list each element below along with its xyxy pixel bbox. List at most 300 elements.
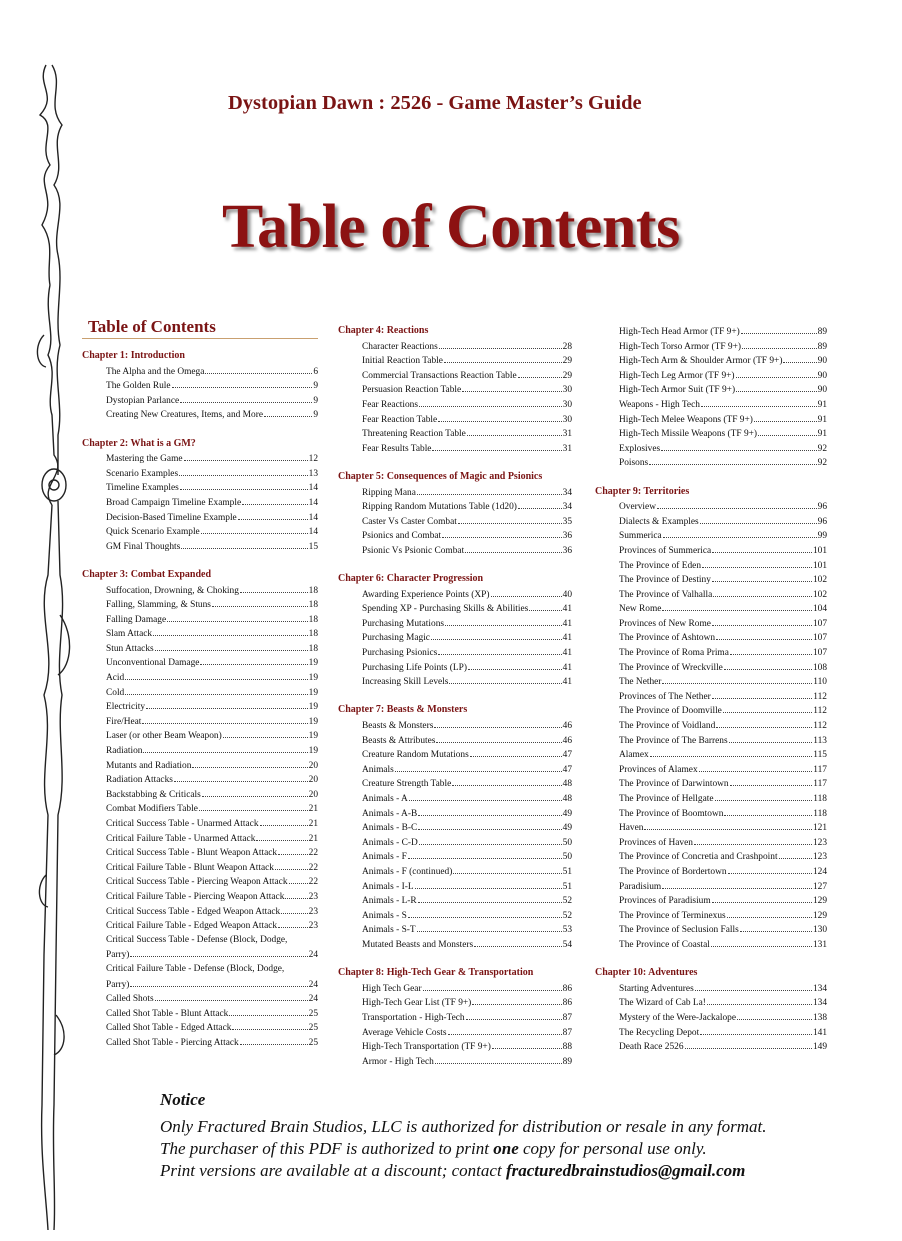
toc-entry[interactable] xyxy=(82,451,318,466)
dot-leader xyxy=(408,908,562,918)
page-title: Table of Contents xyxy=(222,193,680,261)
toc-entry-title: The Province of Terminexus xyxy=(619,910,726,921)
toc-entry[interactable] xyxy=(82,670,318,685)
toc-page-number: 29 xyxy=(562,370,572,381)
toc-page-number: 19 xyxy=(308,687,318,698)
toc-page-number: 129 xyxy=(812,896,827,907)
dot-leader xyxy=(468,660,562,670)
toc-entry[interactable] xyxy=(82,612,318,627)
toc-entry[interactable] xyxy=(82,758,318,773)
toc-page-number: 12 xyxy=(308,454,318,465)
toc-entry[interactable] xyxy=(595,616,827,631)
toc-page-number: 24 xyxy=(308,994,318,1005)
toc-entry-title: Animals - S-T xyxy=(362,925,416,936)
toc-entry[interactable] xyxy=(595,806,827,821)
toc-entry[interactable] xyxy=(82,816,318,831)
toc-entry[interactable] xyxy=(338,864,572,879)
toc-page-number: 9 xyxy=(313,381,318,392)
toc-entry-title: Increasing Skill Levels xyxy=(362,677,449,688)
chapter-title: Chapter 4: Reactions xyxy=(338,325,429,336)
toc-page-number: 51 xyxy=(562,881,572,892)
toc-entry[interactable] xyxy=(338,674,572,689)
toc-entry[interactable] xyxy=(82,495,318,510)
toc-entry[interactable] xyxy=(595,893,827,908)
toc-entry[interactable] xyxy=(595,514,827,529)
toc-entry[interactable] xyxy=(338,382,572,397)
toc-entry-title: The Alpha and the Omega xyxy=(106,366,205,377)
toc-entry[interactable] xyxy=(82,510,318,525)
toc-entry[interactable] xyxy=(338,1025,572,1040)
toc-entry[interactable] xyxy=(82,743,318,758)
chapter-block-8-continued xyxy=(595,324,827,470)
dot-leader xyxy=(289,874,308,884)
dot-leader xyxy=(240,1035,308,1045)
dot-leader xyxy=(417,485,562,495)
toc-entry-title: Suffocation, Drowning, & Choking xyxy=(106,585,239,596)
toc-entry-title: Called Shot Table - Edged Attack xyxy=(106,1023,232,1034)
toc-entry[interactable] xyxy=(82,641,318,656)
notice-text: Print versions are available at a discount; contact xyxy=(160,1161,506,1180)
toc-entry-title: Critical Failure Table - Defense (Block, Dodge, xyxy=(106,963,285,974)
toc-entry[interactable] xyxy=(338,397,572,412)
toc-entry[interactable] xyxy=(595,324,827,339)
toc-entry[interactable] xyxy=(82,787,318,802)
toc-entry[interactable] xyxy=(338,616,572,631)
toc-entry-title-cont: Parry) xyxy=(106,979,130,990)
toc-entry[interactable] xyxy=(595,339,827,354)
dot-leader xyxy=(685,1039,812,1049)
toc-entry[interactable] xyxy=(595,995,827,1010)
toc-page-number: 52 xyxy=(562,896,572,907)
toc-entry[interactable] xyxy=(338,601,572,616)
toc-entry[interactable] xyxy=(82,583,318,598)
toc-entry-title: The Province of Eden xyxy=(619,560,702,571)
dot-leader xyxy=(155,991,308,1001)
toc-entry-title: Creating New Creatures, Items, and More xyxy=(106,410,263,421)
toc-entry-title: High-Tech Transportation (TF 9+) xyxy=(362,1042,491,1053)
toc-entry[interactable] xyxy=(595,412,827,427)
toc-entry-title: Provinces of The Nether xyxy=(619,691,711,702)
toc-entry[interactable] xyxy=(595,733,827,748)
toc-entry[interactable] xyxy=(82,933,318,962)
dot-leader xyxy=(779,849,812,859)
dot-leader xyxy=(155,641,308,651)
dot-leader xyxy=(724,660,812,670)
toc-entry[interactable] xyxy=(595,879,827,894)
toc-entry[interactable] xyxy=(338,908,572,923)
dot-leader xyxy=(701,397,817,407)
toc-entry[interactable] xyxy=(595,455,827,470)
toc-entry[interactable] xyxy=(82,393,318,408)
toc-entry[interactable] xyxy=(82,524,318,539)
toc-entry-title: Haven xyxy=(619,823,644,834)
dot-leader xyxy=(663,528,817,538)
toc-entry-title: Electricity xyxy=(106,702,146,713)
dot-leader xyxy=(470,747,562,757)
dot-leader xyxy=(435,1054,562,1064)
dot-leader xyxy=(711,937,812,947)
toc-entry-title: High-Tech Arm & Shoulder Armor (TF 9+) xyxy=(619,356,783,367)
toc-entry-title: Laser (or other Beam Weapon) xyxy=(106,731,222,742)
toc-entry[interactable] xyxy=(595,528,827,543)
dot-leader xyxy=(657,499,817,509)
book-subtitle: Dystopian Dawn : 2526 - Game Master’s Guide xyxy=(228,92,642,114)
toc-page-number: 31 xyxy=(562,443,572,454)
toc-entry[interactable] xyxy=(338,747,572,762)
toc-entry-title: The Province of Roma Prima xyxy=(619,648,729,659)
dot-leader xyxy=(466,1010,562,1020)
dot-leader xyxy=(229,1006,307,1016)
toc-entry[interactable] xyxy=(595,1039,827,1054)
dot-leader xyxy=(278,845,308,855)
toc-page-number: 19 xyxy=(308,673,318,684)
dot-leader xyxy=(713,587,812,597)
toc-page-number: 19 xyxy=(308,702,318,713)
toc-entry-title: Critical Failure Table - Blunt Weapon Attack xyxy=(106,862,274,873)
toc-entry[interactable] xyxy=(82,655,318,670)
toc-entry-title: Dystopian Parlance xyxy=(106,395,180,406)
chapter-title: Chapter 1: Introduction xyxy=(82,350,185,361)
toc-entry[interactable] xyxy=(338,441,572,456)
toc-entry-title: Critical Failure Table - Piercing Weapon Attack xyxy=(106,891,285,902)
toc-page-number: 14 xyxy=(308,483,318,494)
toc-entry[interactable] xyxy=(338,353,572,368)
toc-entry-title: Slam Attack xyxy=(106,629,153,640)
toc-page-number: 48 xyxy=(562,779,572,790)
dot-leader xyxy=(741,324,817,334)
toc-entry[interactable] xyxy=(338,1039,572,1054)
toc-heading: Table of Contents xyxy=(82,316,318,339)
chapter-title: Chapter 5: Consequences of Magic and Psionics xyxy=(338,470,543,482)
toc-entry[interactable] xyxy=(338,412,572,427)
toc-entry[interactable] xyxy=(82,364,318,379)
toc-entry[interactable] xyxy=(82,918,318,933)
toc-entry-title: The Province of Darwintown xyxy=(619,779,729,790)
toc-entry[interactable] xyxy=(595,543,827,558)
toc-entry-title: Purchasing Psionics xyxy=(362,648,438,659)
toc-entry-title: The Province of Voidland xyxy=(619,721,716,732)
toc-entry[interactable] xyxy=(82,904,318,919)
dot-leader xyxy=(431,630,562,640)
toc-entry[interactable] xyxy=(595,776,827,791)
chapter-block-6 xyxy=(338,572,572,689)
toc-entry[interactable] xyxy=(595,835,827,850)
toc-entry-title: Poisons xyxy=(619,458,649,469)
toc-page-number: 36 xyxy=(562,531,572,542)
toc-entry-title: Radiation xyxy=(106,746,143,757)
dot-leader xyxy=(153,626,308,636)
toc-entry[interactable] xyxy=(595,981,827,996)
toc-entry[interactable] xyxy=(82,991,318,1006)
toc-page-number: 23 xyxy=(308,891,318,902)
dot-leader xyxy=(695,981,812,991)
toc-page-number: 19 xyxy=(308,746,318,757)
dot-leader xyxy=(529,601,561,611)
dot-leader xyxy=(702,558,812,568)
toc-page-number: 31 xyxy=(562,429,572,440)
toc-page-number: 53 xyxy=(562,925,572,936)
toc-entry[interactable] xyxy=(82,539,318,554)
toc-entry[interactable] xyxy=(338,733,572,748)
toc-entry[interactable] xyxy=(338,806,572,821)
toc-entry[interactable] xyxy=(82,466,318,481)
toc-entry[interactable] xyxy=(595,441,827,456)
toc-entry-title: Fear Results Table xyxy=(362,443,432,454)
toc-page-number: 87 xyxy=(562,1012,572,1023)
toc-entry[interactable] xyxy=(595,747,827,762)
notice-line-3 xyxy=(160,1160,767,1182)
toc-entry[interactable] xyxy=(82,772,318,787)
contact-email[interactable]: fracturedbrainstudios@gmail.com xyxy=(505,1161,746,1180)
toc-page-number: 25 xyxy=(308,1008,318,1019)
toc-entry-title: Acid xyxy=(106,673,125,684)
dot-leader xyxy=(462,382,561,392)
toc-entry-title: Average Vehicle Costs xyxy=(362,1027,447,1038)
toc-entry-title: The Golden Rule xyxy=(106,381,171,392)
toc-entry[interactable] xyxy=(595,660,827,675)
dot-leader xyxy=(737,1010,812,1020)
dot-leader xyxy=(448,1025,562,1035)
toc-entry-title: The Province of Coastal xyxy=(619,939,710,950)
toc-entry[interactable] xyxy=(338,893,572,908)
toc-entry[interactable] xyxy=(338,922,572,937)
ornamental-staff-illustration xyxy=(28,55,83,1235)
toc-entry-title: Called Shot Table - Piercing Attack xyxy=(106,1037,239,1048)
toc-page-number: 54 xyxy=(562,939,572,950)
dot-leader xyxy=(432,441,561,451)
notice-block xyxy=(160,1090,767,1182)
toc-entry[interactable] xyxy=(338,485,572,500)
toc-entry[interactable] xyxy=(595,820,827,835)
toc-entry[interactable] xyxy=(338,587,572,602)
toc-page-number: 21 xyxy=(308,833,318,844)
toc-entry[interactable] xyxy=(82,378,318,393)
toc-page-number: 89 xyxy=(562,1056,572,1067)
toc-entry-title: Provinces of Paradisium xyxy=(619,896,711,907)
toc-entry-title: Scenario Examples xyxy=(106,468,179,479)
toc-entry-title: The Province of Wreckville xyxy=(619,662,723,673)
toc-entry[interactable] xyxy=(338,820,572,835)
toc-entry[interactable] xyxy=(595,703,827,718)
toc-entry-title: Combat Modifiers Table xyxy=(106,804,198,815)
toc-entry[interactable] xyxy=(595,499,827,514)
toc-entry[interactable] xyxy=(338,368,572,383)
toc-page-number: 22 xyxy=(308,848,318,859)
toc-entry[interactable] xyxy=(338,849,572,864)
dot-leader xyxy=(275,860,308,870)
dot-leader xyxy=(700,514,817,524)
toc-entry-title: High-Tech Gear List (TF 9+) xyxy=(362,998,472,1009)
toc-entry-title: Initial Reaction Table xyxy=(362,356,443,367)
toc-entry-title: Radiation Attacks xyxy=(106,775,173,786)
toc-entry-title: The Province of Valhalla xyxy=(619,589,713,600)
toc-page-number: 107 xyxy=(812,633,827,644)
toc-entry[interactable] xyxy=(338,499,572,514)
toc-entry[interactable] xyxy=(595,601,827,616)
toc-entry[interactable] xyxy=(595,689,827,704)
toc-page-number: 112 xyxy=(813,721,827,732)
toc-entry-title: Animals xyxy=(362,764,394,775)
toc-entry[interactable] xyxy=(595,572,827,587)
toc-entry[interactable] xyxy=(595,908,827,923)
toc-entry-title: Animals - I-L xyxy=(362,881,414,892)
toc-entry[interactable] xyxy=(595,1010,827,1025)
toc-entry[interactable] xyxy=(82,407,318,422)
toc-entry[interactable] xyxy=(595,558,827,573)
toc-entry[interactable] xyxy=(338,791,572,806)
toc-entry[interactable] xyxy=(595,762,827,777)
toc-page-number: 90 xyxy=(817,385,827,396)
toc-entry-title: Summerica xyxy=(619,531,662,542)
toc-entry[interactable] xyxy=(82,1006,318,1021)
chapter-block-9 xyxy=(595,485,827,952)
toc-entry[interactable] xyxy=(338,514,572,529)
toc-entry[interactable] xyxy=(338,339,572,354)
toc-entry[interactable] xyxy=(595,791,827,806)
toc-entry[interactable] xyxy=(595,630,827,645)
toc-page-number: 86 xyxy=(562,983,572,994)
toc-entry[interactable] xyxy=(338,1010,572,1025)
toc-page-number: 47 xyxy=(562,750,572,761)
toc-page-number: 15 xyxy=(308,541,318,552)
toc-entry[interactable] xyxy=(82,831,318,846)
toc-entry[interactable] xyxy=(338,528,572,543)
toc-entry[interactable] xyxy=(338,660,572,675)
toc-entry[interactable] xyxy=(595,382,827,397)
dot-leader xyxy=(125,685,307,695)
dot-leader xyxy=(174,772,308,782)
toc-entry[interactable] xyxy=(338,543,572,558)
toc-entry[interactable] xyxy=(338,762,572,777)
toc-entry[interactable] xyxy=(82,801,318,816)
toc-entry[interactable] xyxy=(82,962,318,991)
toc-entry[interactable] xyxy=(82,626,318,641)
toc-entry-title: Purchasing Life Points (LP) xyxy=(362,662,467,673)
toc-entry[interactable] xyxy=(595,674,827,689)
toc-entry[interactable] xyxy=(82,845,318,860)
dot-leader xyxy=(442,528,561,538)
toc-entry-title: Persuasion Reaction Table xyxy=(362,385,462,396)
toc-entry[interactable] xyxy=(82,860,318,875)
toc-entry[interactable] xyxy=(595,718,827,733)
toc-entry[interactable] xyxy=(338,995,572,1010)
toc-entry[interactable] xyxy=(82,874,318,889)
toc-entry-title: The Province of Hellgate xyxy=(619,794,714,804)
dot-leader xyxy=(754,412,817,422)
toc-entry[interactable] xyxy=(82,728,318,743)
toc-entry-title: Dialects & Examples xyxy=(619,516,699,527)
toc-entry[interactable] xyxy=(595,426,827,441)
toc-entry[interactable] xyxy=(338,1054,572,1069)
toc-entry-title: Creature Random Mutations xyxy=(362,750,469,761)
toc-page-number: 52 xyxy=(562,910,572,921)
toc-entry-title: Animals - B-C xyxy=(362,823,418,834)
toc-entry[interactable] xyxy=(82,1035,318,1050)
toc-entry[interactable] xyxy=(82,480,318,495)
toc-entry[interactable] xyxy=(338,981,572,996)
toc-entry-title: Awarding Experience Points (XP) xyxy=(362,589,490,600)
toc-entry[interactable] xyxy=(595,849,827,864)
toc-entry-title: Character Reactions xyxy=(362,341,438,352)
toc-entry[interactable] xyxy=(338,835,572,850)
toc-page-number: 28 xyxy=(562,341,572,352)
toc-page-number: 22 xyxy=(308,877,318,888)
dot-leader xyxy=(700,1025,812,1035)
toc-page-number: 107 xyxy=(812,618,827,629)
toc-page-number: 99 xyxy=(817,531,827,542)
toc-page-number: 110 xyxy=(813,677,827,688)
toc-entry[interactable] xyxy=(595,937,827,952)
toc-page-number: 104 xyxy=(812,604,827,615)
toc-page-number: 23 xyxy=(308,921,318,932)
toc-entry[interactable] xyxy=(338,630,572,645)
toc-entry[interactable] xyxy=(82,685,318,700)
toc-entry-title: Spending XP - Purchasing Skills & Abilities xyxy=(362,604,529,615)
toc-entry[interactable] xyxy=(595,368,827,383)
dot-leader xyxy=(146,699,308,709)
dot-leader xyxy=(474,937,561,947)
dot-leader xyxy=(650,747,813,757)
toc-column-2 xyxy=(338,324,572,1083)
toc-entry[interactable] xyxy=(338,937,572,952)
toc-entry[interactable] xyxy=(82,699,318,714)
toc-entry-title: High-Tech Missile Weapons (TF 9+) xyxy=(619,429,758,440)
toc-entry[interactable] xyxy=(338,879,572,894)
toc-entry-title: Psionics and Combat xyxy=(362,531,442,542)
toc-entry[interactable] xyxy=(595,1025,827,1040)
dot-leader xyxy=(716,630,812,640)
dot-leader xyxy=(742,339,817,349)
toc-entry[interactable] xyxy=(595,645,827,660)
toc-page-number: 88 xyxy=(562,1042,572,1053)
toc-entry[interactable] xyxy=(595,922,827,937)
dot-leader xyxy=(472,995,561,1005)
toc-entry[interactable] xyxy=(338,645,572,660)
toc-page-number: 41 xyxy=(562,662,572,673)
toc-page-number: 91 xyxy=(817,414,827,425)
toc-entry-title: Timeline Examples xyxy=(106,483,179,494)
toc-entry-title: Animals - F (continued) xyxy=(362,866,453,877)
toc-entry[interactable] xyxy=(82,1020,318,1035)
toc-entry[interactable] xyxy=(338,718,572,733)
toc-page-number: 149 xyxy=(812,1042,827,1053)
toc-entry[interactable] xyxy=(82,714,318,729)
toc-entry-title: The Recycling Depot xyxy=(619,1027,700,1038)
toc-entry[interactable] xyxy=(595,587,827,602)
toc-page-number: 29 xyxy=(562,356,572,367)
toc-page-number: 115 xyxy=(813,750,827,761)
dot-leader xyxy=(212,597,308,607)
dot-leader xyxy=(409,791,562,801)
toc-page-number: 91 xyxy=(817,429,827,440)
dot-leader xyxy=(727,908,812,918)
dot-leader xyxy=(199,801,308,811)
toc-entry[interactable] xyxy=(595,353,827,368)
toc-entry[interactable] xyxy=(595,397,827,412)
chapter-block-3 xyxy=(82,568,318,1050)
toc-page-number: 46 xyxy=(562,735,572,746)
toc-entry[interactable] xyxy=(338,776,572,791)
dot-leader xyxy=(712,543,812,553)
toc-entry[interactable] xyxy=(595,864,827,879)
dot-leader xyxy=(434,718,561,728)
toc-entry[interactable] xyxy=(82,889,318,904)
toc-entry[interactable] xyxy=(82,597,318,612)
toc-entry-title: Critical Success Table - Edged Weapon Attack xyxy=(106,906,281,917)
toc-entry-title: Death Race 2526 xyxy=(619,1042,684,1053)
toc-entry-title: Provinces of Alamex xyxy=(619,764,698,775)
toc-entry[interactable] xyxy=(338,426,572,441)
